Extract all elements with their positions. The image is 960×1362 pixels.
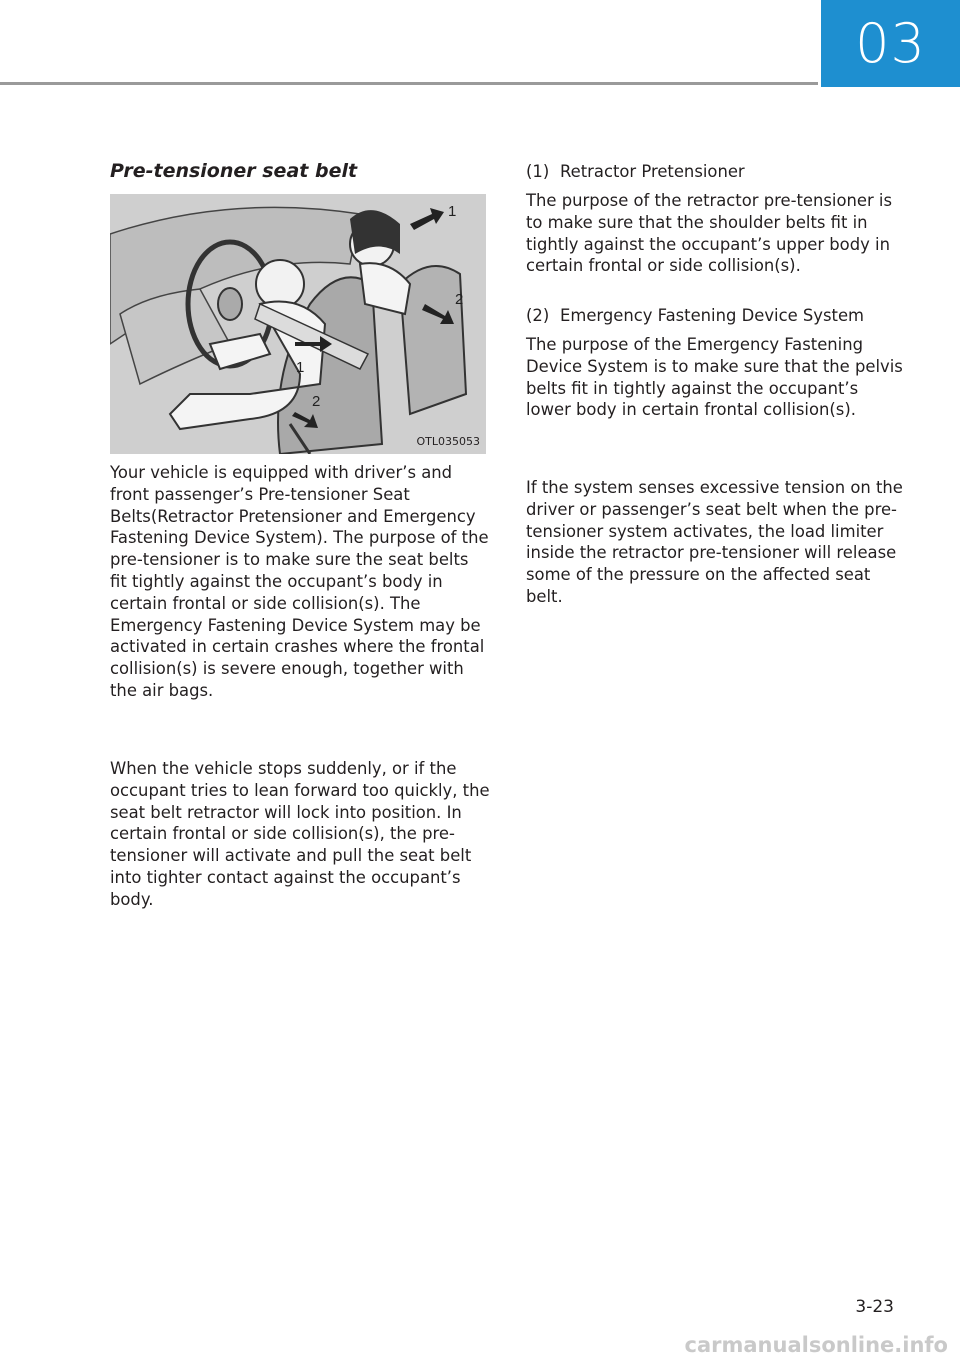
- header-rule: [0, 82, 818, 85]
- callout-1-center: 1: [296, 359, 305, 376]
- callout-1-top: 1: [448, 203, 457, 220]
- illustration-drawing: [110, 194, 486, 454]
- retractor-lock-paragraph: When the vehicle stops suddenly, or if the occupant tries to lean forward too quickly, the seat belt retractor will lock into position. In certain frontal or side collision(s), the pre-tensioner will activate and pull the seat belt into tighter contact against the occupant’s body.: [110, 759, 490, 909]
- item-1-heading: [526, 161, 745, 183]
- load-limiter-paragraph: If the system senses excessive tension on the driver or passenger’s seat belt when the pre-tensioner system activates, the load limiter inside the retractor pre-tensioner will release some of the pressure on the affected seat belt.: [526, 478, 903, 606]
- item-2-number: (2): [526, 306, 550, 325]
- seat-belt-illustration: [110, 194, 486, 454]
- intro-paragraph: Your vehicle is equipped with driver’s and front passenger’s Pre-tensioner Seat Belts(Retractor Pretensioner and Emergency Fastening Device System). The purpose of the pre-tensioner is to make sure the seat belts fit tightly against the occupant’s body in certain frontal or side collision(s). The Emergency Fastening Device System may be activated in certain crashes where the frontal collision(s) is severe enough, together with the air bags.: [110, 463, 489, 700]
- watermark: carmanualsonline.info: [684, 1333, 948, 1357]
- callout-2-bottom: 2: [312, 393, 321, 410]
- item-1-title: Retractor Pretensioner: [560, 162, 745, 181]
- callout-2-right: 2: [455, 291, 464, 308]
- chapter-tab: 03: [821, 0, 960, 87]
- page-number: 3-23: [855, 1297, 894, 1317]
- section-title: Pre-tensioner seat belt: [110, 160, 358, 182]
- item-2-title: Emergency Fastening Device System: [560, 306, 865, 325]
- item-1-text: The purpose of the retractor pre-tensioner is to make sure that the shoulder belts fit in tightly against the occupant’s upper body in certain frontal or side collision(s).: [526, 191, 893, 276]
- item-1-number: (1): [526, 162, 550, 181]
- item-2-text: The purpose of the Emergency Fastening Device System is to make sure that the pelvis belts fit in tightly against the occupant’s lower body in certain frontal collision(s).: [526, 335, 903, 420]
- figure-code: OTL035053: [416, 435, 480, 448]
- item-2-heading: [526, 305, 864, 327]
